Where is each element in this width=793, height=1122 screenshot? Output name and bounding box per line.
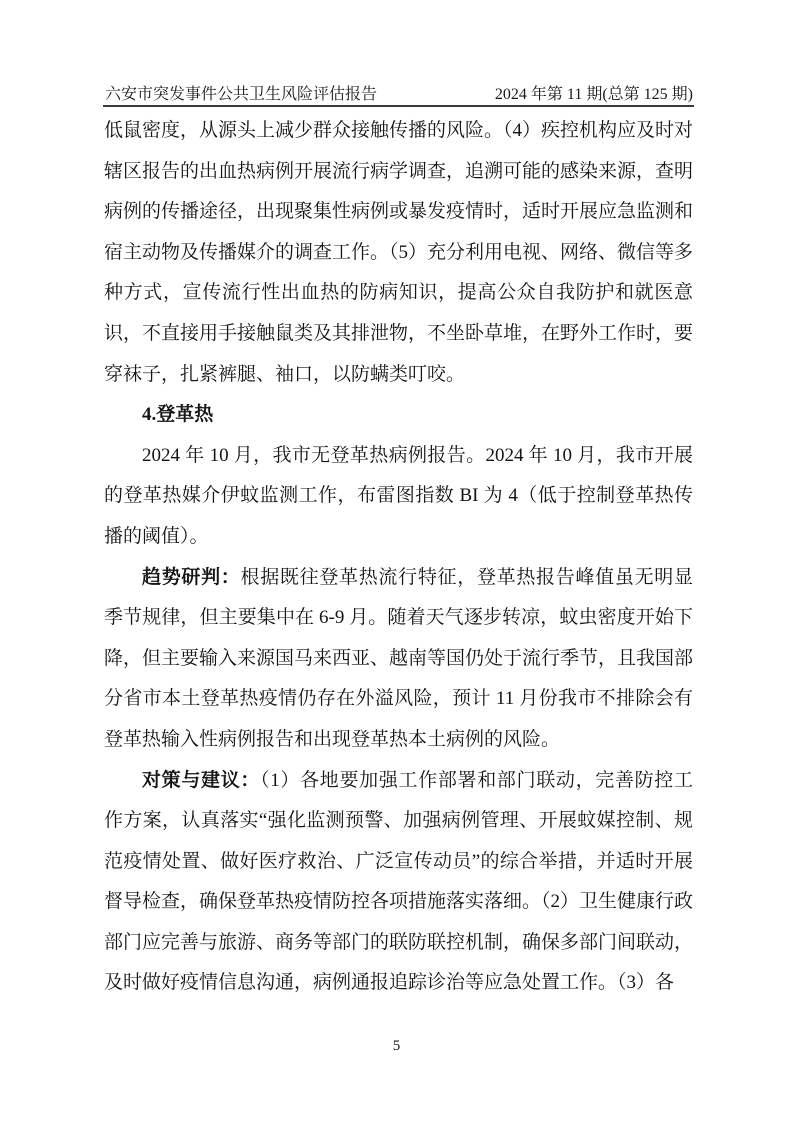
page-header bbox=[105, 85, 693, 104]
page-number: 5 bbox=[392, 1038, 401, 1054]
paragraph-hemorrhagic-fever-measures: 低鼠密度，从源头上减少群众接触传播的风险。（4）疾控机构应及时对辖区报告的出血热病例开展流行病学调查，追溯可能的感染来源，查明病例的传播途径，出现聚集性病例或暴发疫情时，适时开展应急监测和宿主动物及传播媒介的调查工作。（5）充分利用电视、网络、微信等多种方式，宣传流行性出血热的防病知识，提高公众自我防护和就医意识，不直接用手接触鼠类及其排泄物，不坐卧草堆，在野外工作时，要穿袜子，扎紧裤腿、袖口，以防螨类叮咬。 bbox=[104, 120, 694, 385]
paragraph-trend-analysis bbox=[104, 558, 693, 761]
section-heading-dengue: 4.登革热 bbox=[142, 404, 214, 426]
advice-label: 对策与建议： bbox=[142, 769, 261, 791]
page-footer bbox=[0, 1036, 793, 1056]
paragraph-advice bbox=[104, 761, 693, 1005]
document-body bbox=[104, 111, 693, 1004]
trend-analysis-text: 根据既往登革热流行特征，登革热报告峰值虽无明显季节规律，但主要集中在 6-9 月。随着天气逐步转凉，蚊虫密度开始下降，但主要输入来源国马来西亚、越南等国仍处于流行季节，且我国部分省市本土登革热疫情仍存在外溢风险，预计 11 月份我市不排除会有登革热输入性病例报告和出现登革热本土病例的风险。 bbox=[104, 566, 694, 750]
header-divider bbox=[103, 105, 694, 107]
advice-text: （1）各地要加强工作部署和部门联动，完善防控工作方案，认真落实“强化监测预警、加强病例管理、开展蚊媒控制、规范疫情处置、做好医疗救治、广泛宣传动员”的综合举措，并适时开展督导检查，确保登革热疫情防控各项措施落实落细。（2）卫生健康行政部门应完善与旅游、商务等部门的联防联控机制，确保多部门间联动，及时做好疫情信息沟通，病例通报追踪诊治等应急处置工作。（3）各 bbox=[104, 769, 694, 994]
header-issue-info: 2024 年第 11 期(总第 125 期) bbox=[494, 86, 693, 103]
header-report-title: 六安市突发事件公共卫生风险评估报告 bbox=[105, 86, 378, 103]
trend-analysis-label: 趋势研判： bbox=[142, 566, 241, 588]
paragraph-dengue-overview: 2024 年 10 月，我市无登革热病例报告。2024 年 10 月，我市开展的登革热媒介伊蚊监测工作，布雷图指数 BI 为 4（低于控制登革热传播的阈值）。 bbox=[104, 444, 693, 547]
